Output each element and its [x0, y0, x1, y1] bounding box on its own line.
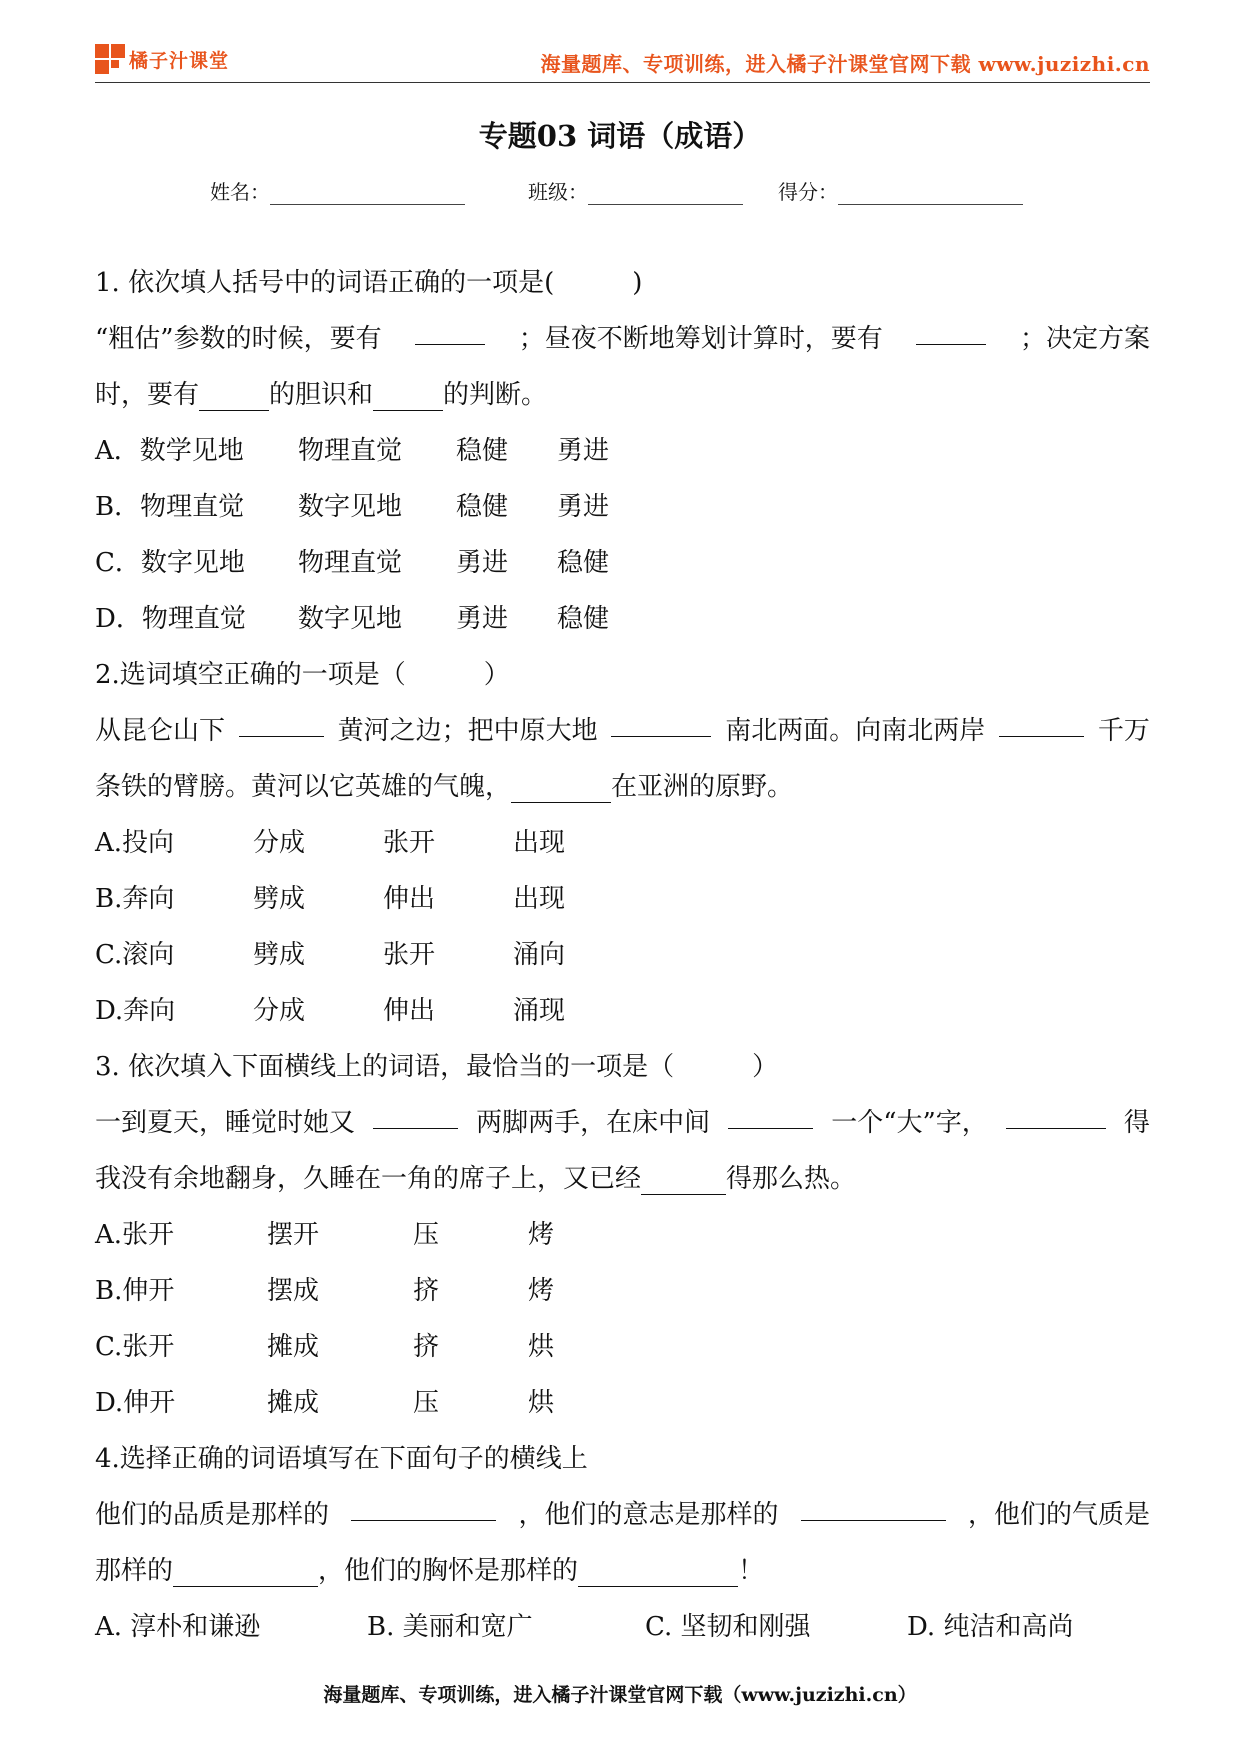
q2-blank4[interactable]: [511, 776, 611, 803]
q4-blank4[interactable]: [578, 1560, 738, 1587]
name-label: 姓名：: [210, 180, 270, 204]
page-title: 专题03 词语（成语）: [478, 119, 762, 153]
q4-stem: 4.选择正确的词语填写在下面句子的横线上: [95, 1444, 588, 1474]
q1-line1: “粗估”参数的时候，要有 ；昼夜不断地筹划计算时，要有 ；决定方案: [95, 318, 1150, 355]
q1-blank1[interactable]: [415, 318, 485, 345]
score-label: 得分：: [778, 180, 838, 204]
q3-stem: 3. 依次填入下面横线上的词语，最恰当的一项是（ ）: [95, 1052, 779, 1082]
logo-text: 橘子汁课堂: [129, 49, 230, 72]
q4-option-c[interactable]: C. 坚韧和刚强: [645, 1612, 811, 1642]
class-blank[interactable]: [588, 186, 743, 205]
q3-blank4[interactable]: [641, 1168, 726, 1195]
q1-line2: 时，要有 的胆识和 的判断。: [95, 380, 548, 410]
header-tagline[interactable]: 海量题库、专项训练，进入橘子汁课堂官网下载 www.juzizhi.cn: [540, 52, 1150, 76]
q4-blank2[interactable]: [801, 1494, 946, 1521]
orange-logo-icon: [95, 44, 125, 74]
score-blank[interactable]: [838, 186, 1023, 205]
q3-line1: 一到夏天，睡觉时她又 两脚两手，在床中间 一个“大”字， 得: [95, 1102, 1150, 1139]
page-footer: 海量题库、专项训练，进入橘子汁课堂官网下载（www.juzizhi.cn）: [323, 1684, 917, 1706]
q1-blank4[interactable]: [373, 384, 443, 411]
name-blank[interactable]: [270, 186, 465, 205]
q4-option-a[interactable]: A. 淳朴和谦逊: [95, 1612, 261, 1642]
q2-blank1[interactable]: [239, 710, 324, 737]
q4-line2: 那样的 ，他们的胸怀是那样的 ！: [95, 1556, 765, 1586]
q1-blank2[interactable]: [916, 318, 986, 345]
class-field[interactable]: [528, 176, 743, 205]
name-field[interactable]: [210, 176, 465, 205]
page-header: [95, 40, 1150, 83]
q4-line1: 他们的品质是那样的 ，他们的意志是那样的 ，他们的气质是: [95, 1494, 1150, 1531]
q2-blank3[interactable]: [999, 710, 1084, 737]
q2-blank2[interactable]: [611, 710, 711, 737]
q3-blank1[interactable]: [373, 1102, 458, 1129]
q1-stem: 1. 依次填人括号中的词语正确的一项是( ): [95, 268, 643, 298]
logo: [95, 44, 229, 74]
q3-blank3[interactable]: [1006, 1102, 1106, 1129]
q4-option-b[interactable]: B. 美丽和宽广: [367, 1612, 533, 1642]
q4-option-d[interactable]: D. 纯洁和高尚: [907, 1612, 1074, 1642]
q2-stem: 2.选词填空正确的一项是（ ）: [95, 660, 510, 690]
q2-line1: 从昆仑山下 黄河之边；把中原大地 南北两面。向南北两岸 千万: [95, 710, 1150, 747]
q2-line2: 条铁的臂膀。黄河以它英雄的气魄， 在亚洲的原野。: [95, 772, 794, 802]
q3-blank2[interactable]: [728, 1102, 813, 1129]
q3-line2: 我没有余地翻身，久睡在一角的席子上，又已经 得那么热。: [95, 1164, 857, 1194]
score-field[interactable]: [778, 176, 1023, 205]
class-label: 班级：: [528, 180, 588, 204]
q4-blank3[interactable]: [173, 1560, 318, 1587]
q4-blank1[interactable]: [351, 1494, 496, 1521]
q1-blank3[interactable]: [199, 384, 269, 411]
